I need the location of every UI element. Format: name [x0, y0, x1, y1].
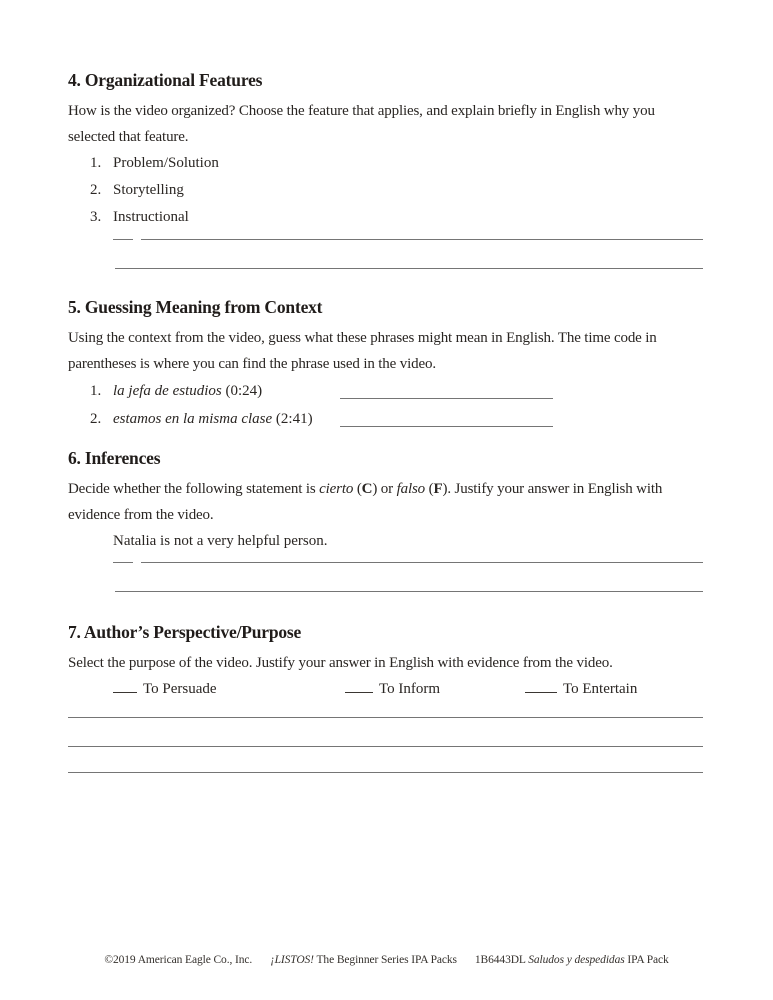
list-item [68, 377, 703, 405]
list-item-label: Storytelling [113, 182, 184, 198]
list-item [68, 150, 703, 177]
section-heading: 7. Author’s Perspective/Purpose [68, 622, 302, 642]
choice-to-inform [345, 676, 440, 702]
list-item [68, 204, 703, 231]
instruction-line: parentheses is where you can find the phrase used in the video. [68, 356, 436, 372]
answer-line [115, 240, 703, 269]
answer-line [115, 563, 703, 592]
phrase-items-list [68, 377, 703, 433]
list-item-label: Problem/Solution [113, 155, 219, 171]
term-falso: falso [396, 481, 426, 497]
footer-pack-rest: IPA Pack [624, 954, 669, 966]
list-item-number: 2. [90, 182, 102, 198]
footer-series-rest: The Beginner Series IPA Packs [313, 954, 457, 966]
list-item-number: 2. [90, 411, 102, 427]
section-inferences [68, 448, 703, 592]
answer-line [141, 554, 703, 563]
spanish-phrase: estamos en la misma clase [113, 411, 273, 427]
footer-series [270, 954, 457, 966]
answer-choice-blank [113, 692, 137, 693]
feature-options-list [68, 150, 703, 231]
instruction-line: evidence from the video. [68, 507, 214, 523]
section-heading: 4. Organizational Features [68, 70, 263, 90]
letter-c: C [361, 481, 373, 497]
instruction-line: Select the purpose of the video. Justify your answer in English with evidence from the video. [68, 655, 613, 671]
answer-line [141, 231, 703, 240]
answer-line [68, 718, 703, 747]
choice-to-entertain [525, 676, 637, 702]
term-cierto: cierto [319, 481, 354, 497]
list-item-number: 3. [90, 209, 102, 225]
answer-choice-blank [113, 554, 133, 563]
answer-line [68, 702, 703, 718]
instruction-text: ( [425, 481, 434, 497]
instruction-text: Decide whether the following statement is [68, 481, 320, 497]
section-organizational-features [68, 70, 703, 269]
footer-copyright: ©2019 American Eagle Co., Inc. [104, 954, 253, 966]
instruction-text: ). Justify your answer in English with [442, 481, 663, 497]
answer-row [68, 231, 703, 240]
footer-series-title: ¡LISTOS! [270, 954, 314, 966]
list-item-number: 1. [90, 155, 102, 171]
section-instructions [68, 98, 703, 150]
answer-line [68, 747, 703, 773]
choice-label: To Inform [379, 681, 441, 697]
choice-label: To Persuade [143, 681, 217, 697]
section-instructions [68, 650, 703, 676]
footer-pack [475, 954, 669, 966]
section-instructions [68, 325, 703, 377]
section-heading: 6. Inferences [68, 448, 161, 468]
answer-choice-blank [525, 692, 557, 693]
time-code: (2:41) [272, 411, 313, 427]
footer-pack-code: 1B6443DL [474, 954, 529, 966]
page-footer [0, 954, 773, 966]
letter-f: F [433, 481, 443, 497]
answer-choice-blank [113, 231, 133, 240]
answer-choice-blank [345, 692, 373, 693]
section-heading: 5. Guessing Meaning from Context [68, 297, 323, 317]
choice-to-persuade [113, 676, 217, 702]
footer-pack-title: Saludos y despedidas [528, 954, 625, 966]
instruction-text: ) or [372, 481, 397, 497]
section-guessing-meaning [68, 297, 703, 433]
list-item-label: Instructional [113, 209, 189, 225]
section-instructions [68, 476, 703, 528]
answer-line [340, 398, 553, 399]
list-item-number: 1. [90, 383, 102, 399]
purpose-choices-row [68, 676, 703, 702]
time-code: (0:24) [221, 383, 263, 399]
instruction-text: ( [353, 481, 362, 497]
answer-row [68, 554, 703, 563]
spanish-phrase: la jefa de estudios [113, 383, 222, 399]
section-author-purpose [68, 622, 703, 773]
choice-label: To Entertain [563, 681, 638, 697]
list-item [68, 405, 703, 433]
instruction-line [68, 476, 703, 502]
list-item [68, 177, 703, 204]
inference-statement: Natalia is not a very helpful person. [113, 533, 328, 549]
instruction-line: How is the video organized? Choose the feature that applies, and explain briefly in English why you [68, 103, 655, 119]
instruction-line: selected that feature. [68, 129, 189, 145]
instruction-line: Using the context from the video, guess what these phrases might mean in English. The time code in [68, 330, 657, 346]
answer-line [340, 426, 553, 427]
